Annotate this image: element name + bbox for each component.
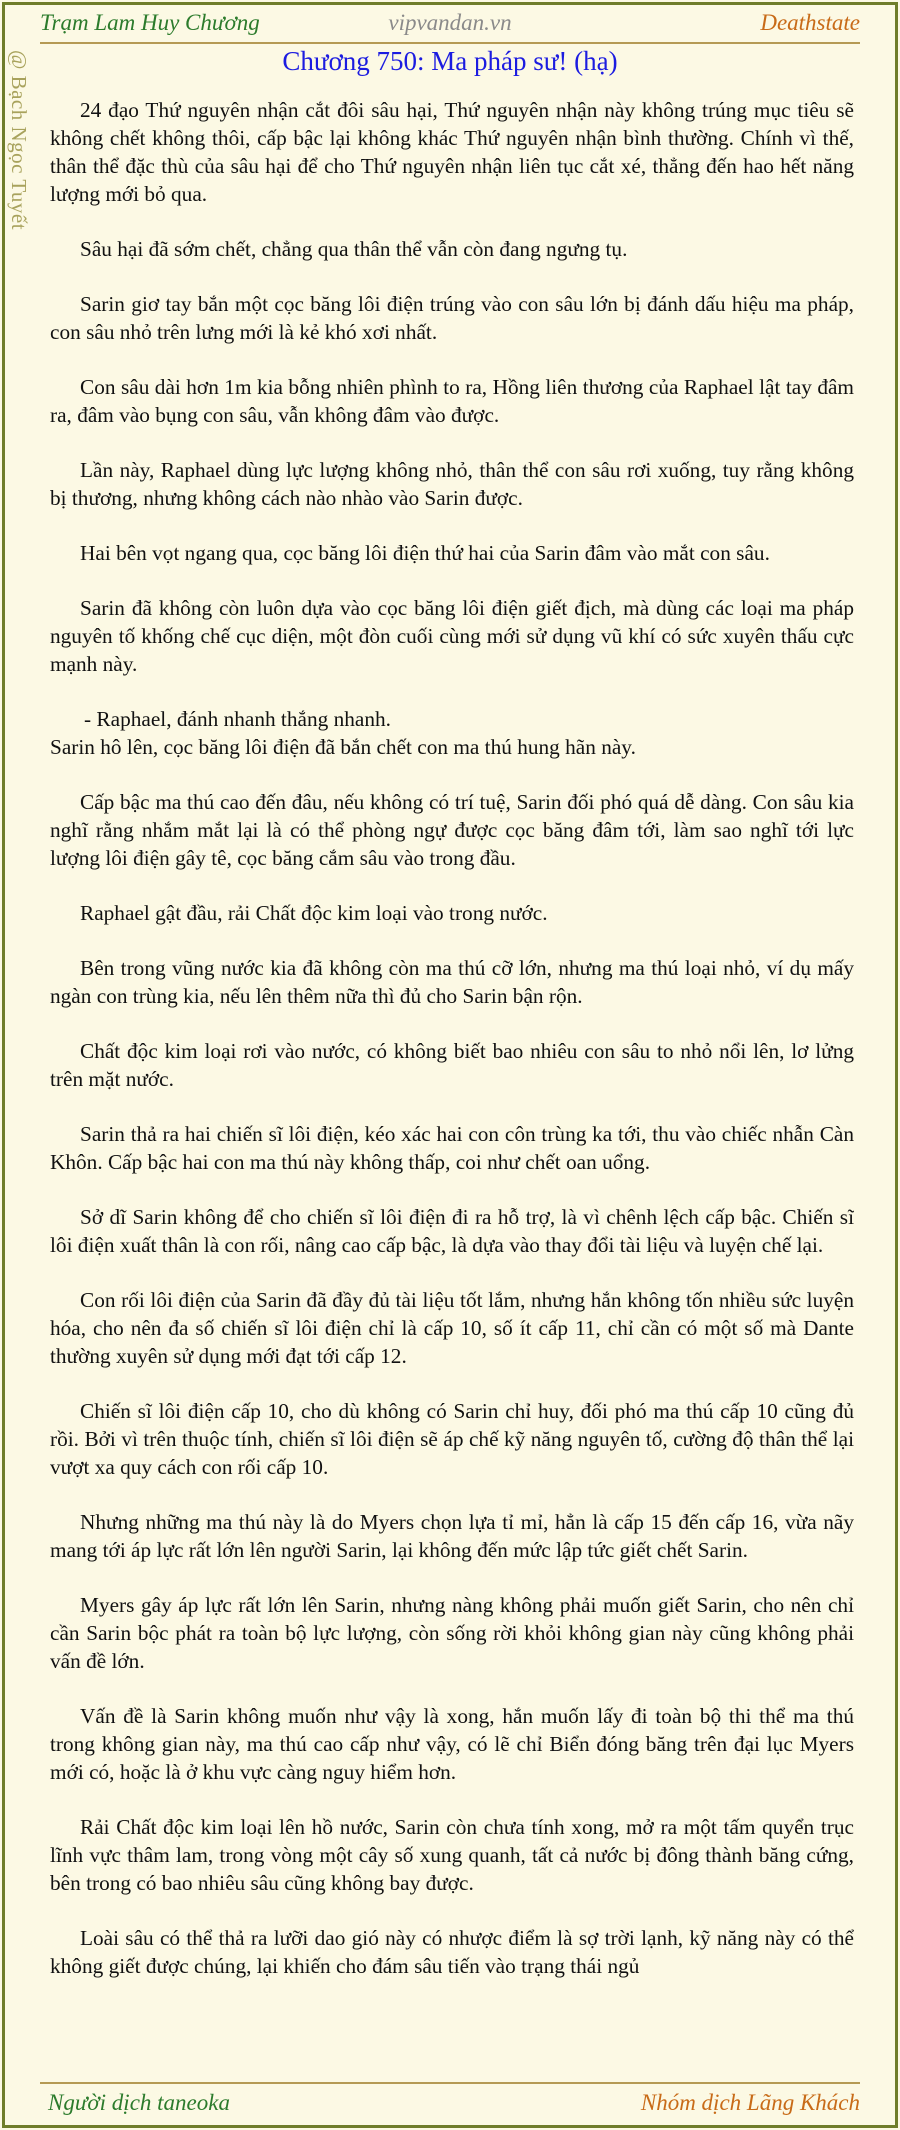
paragraph: Myers gây áp lực rất lớn lên Sarin, nhưng nàng không phải muốn giết Sarin, cho nên chỉ cần Sarin bộc phát ra toàn bộ lực lượng, còn sống rời khỏi không gian này cũng không phải vấn đề lớn.	[50, 1593, 854, 1673]
header-title: Trạm Lam Huy Chương	[40, 10, 260, 35]
chapter-body	[50, 96, 854, 2076]
dialogue-line: - Raphael, đánh nhanh thắng nhanh.	[84, 707, 391, 731]
paragraph: Cấp bậc ma thú cao đến đâu, nếu không có trí tuệ, Sarin đối phó quá dễ dàng. Con sâu kia nghĩ rằng nhắm mắt lại là có thể phòng ngự được cọc băng đâm tới, làm sao nghĩ tới lực lượng lôi điện gây tê, cọc băng cắm sâu vào trong đầu.	[50, 790, 854, 870]
page-footer	[48, 2088, 860, 2118]
paragraph: Sở dĩ Sarin không để cho chiến sĩ lôi điện đi ra hỗ trợ, là vì chênh lệch cấp bậc. Chiến sĩ lôi điện xuất thân là con rối, nâng cao cấp bậc, là dựa vào thay đổi tài liệu và luyện chế lại.	[50, 1205, 854, 1257]
paragraph: Loài sâu có thể thả ra lưỡi dao gió này có nhược điểm là sợ trời lạnh, kỹ năng này có thể không giết được chúng, lại khiến cho đám sâu tiến vào trạng thái ngủ	[50, 1926, 854, 1978]
paragraph: Chiến sĩ lôi điện cấp 10, cho dù không có Sarin chỉ huy, đối phó ma thú cấp 10 cũng đủ rồi. Bởi vì trên thuộc tính, chiến sĩ lôi điện sẽ áp chế kỹ năng nguyên tố, cường độ thân thể lại vượt xa quy cách con rối cấp 10.	[50, 1399, 854, 1479]
paragraph: Bên trong vũng nước kia đã không còn ma thú cỡ lớn, nhưng ma thú loại nhỏ, ví dụ mấy ngàn con trùng kia, nếu lên thêm nữa thì đủ cho Sarin bận rộn.	[50, 956, 854, 1008]
paragraph: Sarin đã không còn luôn dựa vào cọc băng lôi điện giết địch, mà dùng các loại ma pháp nguyên tố khống chế cục diện, một đòn cuối cùng mới sử dụng vũ khí có sức xuyên thấu cực mạnh này.	[50, 596, 854, 676]
paragraph: Sarin giơ tay bắn một cọc băng lôi điện trúng vào con sâu lớn bị đánh dấu hiệu ma pháp, con sâu nhỏ trên lưng mới là kẻ khó xơi nhất.	[50, 292, 854, 344]
page-header	[40, 6, 860, 40]
header-author: Deathstate	[760, 10, 860, 35]
paragraph: Vấn đề là Sarin không muốn như vậy là xong, hắn muốn lấy đi toàn bộ thi thể ma thú trong không gian này, ma thú cao cấp như vậy, có lẽ chỉ Biển đóng băng trên đại lục Myers mới có, hoặc là ở khu vực càng nguy hiểm hơn.	[50, 1704, 854, 1784]
paragraph: Rải Chất độc kim loại lên hồ nước, Sarin còn chưa tính xong, mở ra một tấm quyển trục lĩnh vực thâm lam, trong vòng một cây số xung quanh, tất cả nước bị đông thành băng cứng, bên trong có bao nhiêu sâu cũng không bay được.	[50, 1815, 854, 1895]
paragraph: Sarin thả ra hai chiến sĩ lôi điện, kéo xác hai con côn trùng ka tới, thu vào chiếc nhẫn Càn Khôn. Cấp bậc hai con ma thú này không thấp, coi như chết oan uổng.	[50, 1122, 854, 1174]
paragraph: Con sâu dài hơn 1m kia bỗng nhiên phình to ra, Hồng liên thương của Raphael lật tay đâm ra, đâm vào bụng con sâu, vẫn không đâm vào được.	[50, 375, 854, 427]
paragraph: Chất độc kim loại rơi vào nước, có không biết bao nhiêu con sâu to nhỏ nổi lên, lơ lửng trên mặt nước.	[50, 1039, 854, 1091]
footer-translator: Người dịch taneoka	[48, 2090, 230, 2115]
dialogue-paragraph	[50, 705, 854, 761]
footer-divider	[40, 2082, 860, 2084]
paragraph: Raphael gật đầu, rải Chất độc kim loại vào trong nước.	[80, 901, 548, 925]
paragraph: Lần này, Raphael dùng lực lượng không nhỏ, thân thể con sâu rơi xuống, tuy rằng không bị thương, nhưng không cách nào nhào vào Sarin được.	[50, 458, 854, 510]
paragraph: Nhưng những ma thú này là do Myers chọn lựa tỉ mỉ, hẳn là cấp 15 đến cấp 16, vừa nãy mang tới áp lực rất lớn lên người Sarin, lại không đến mức lập tức giết chết Sarin.	[50, 1510, 854, 1562]
paragraph: 24 đạo Thứ nguyên nhận cắt đôi sâu hại, Thứ nguyên nhận này không trúng mục tiêu sẽ không chết không thôi, cấp bậc lại không khác Thứ nguyên nhận bình thường. Chính vì thế, thân thể đặc thù của sâu hại để cho Thứ nguyên nhận liên tục cắt xé, thẳng đến hao hết năng lượng mới bỏ qua.	[50, 98, 854, 206]
footer-group: Nhóm dịch Lãng Khách	[640, 2090, 860, 2115]
paragraph: Con rối lôi điện của Sarin đã đầy đủ tài liệu tốt lắm, nhưng hắn không tốn nhiều sức luyện hóa, cho nên đa số chiến sĩ lôi điện chỉ là cấp 10, số ít cấp 11, chỉ cần có một số mà Dante thường xuyên sử dụng mới đạt tới cấp 12.	[50, 1288, 854, 1368]
paragraph: Sâu hại đã sớm chết, chẳng qua thân thể vẫn còn đang ngưng tụ.	[80, 237, 628, 261]
header-divider	[40, 42, 860, 44]
chapter-title: Chương 750: Ma pháp sư! (hạ)	[282, 46, 618, 76]
dialogue-narration: Sarin hô lên, cọc băng lôi điện đã bắn chết con ma thú hung hãn này.	[50, 735, 636, 759]
side-credit: @ Bạch Ngọc Tuyết	[7, 50, 31, 231]
paragraph: Hai bên vọt ngang qua, cọc băng lôi điện thứ hai của Sarin đâm vào mắt con sâu.	[80, 541, 770, 565]
header-site: vipvandan.vn	[388, 10, 512, 35]
